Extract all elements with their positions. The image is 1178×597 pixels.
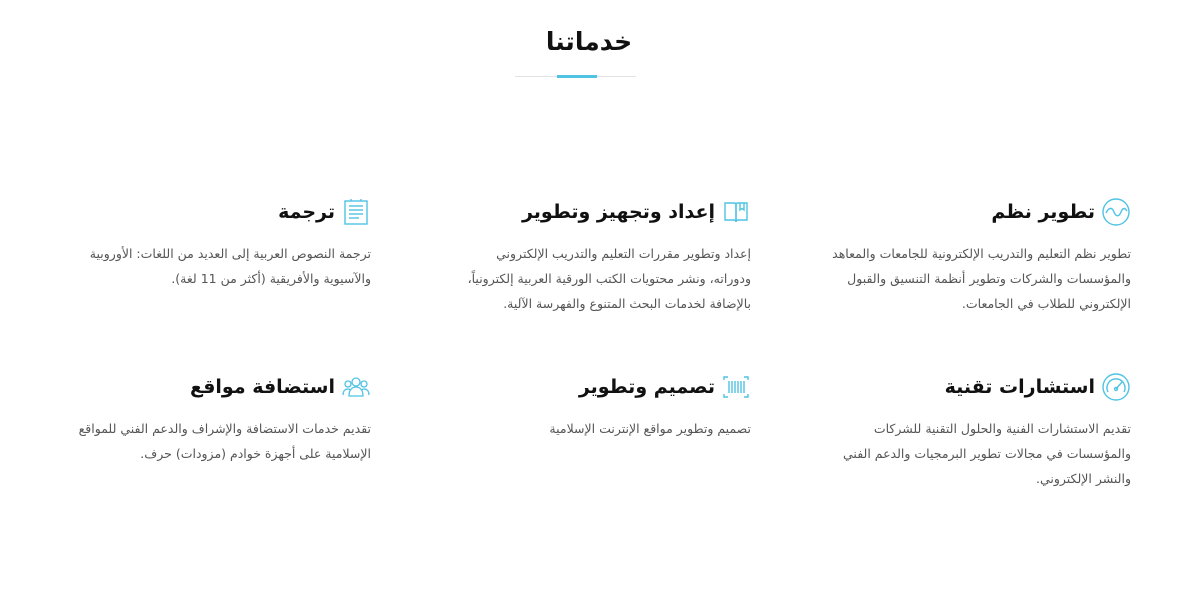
service-card-header — [71, 370, 371, 404]
service-card-header — [71, 195, 371, 229]
service-card-consulting — [831, 370, 1131, 491]
service-card-preparation — [451, 195, 751, 316]
title-accent-bar — [557, 75, 597, 78]
gauge-icon — [1101, 372, 1131, 402]
service-description: ترجمة النصوص العربية إلى العديد من اللغات: الأوروبية والآسيوية والأفريقية (أكثر من 11 لغة). — [89, 246, 371, 286]
wave-circle-icon — [1101, 197, 1131, 227]
service-title: تطوير نظم — [991, 201, 1095, 223]
service-description: تقديم خدمات الاستضافة والإشراف والدعم الفني للمواقع الإسلامية على أجهزة خوادم (مزودات) حرف. — [78, 421, 371, 461]
barcode-icon — [721, 372, 751, 402]
service-title: إعداد وتجهيز وتطوير — [521, 201, 715, 223]
service-card-systems-development — [831, 195, 1131, 316]
service-description: إعداد وتطوير مقررات التعليم والتدريب الإلكتروني ودوراته، ونشر محتويات الكتب الورقية العربية إلكترونياً، بالإضافة لخدمات البحث المتنوع والفهرسة الآلية. — [467, 246, 751, 311]
service-description: تطوير نظم التعليم والتدريب الإلكترونية للجامعات والمعاهد والمؤسسات والشركات وتطوير أنظمة التنسيق والقبول الإلكتروني للطلاب في الجامعات. — [832, 246, 1131, 311]
service-title: تصميم وتطوير — [578, 376, 715, 398]
service-title: استضافة مواقع — [190, 376, 335, 398]
service-card-hosting — [71, 370, 371, 466]
users-icon — [341, 372, 371, 402]
service-card-translation — [71, 195, 371, 291]
service-description: تصميم وتطوير مواقع الإنترنت الإسلامية — [549, 421, 751, 436]
service-card-header — [831, 370, 1131, 404]
document-icon — [341, 197, 371, 227]
service-title: استشارات تقنية — [944, 376, 1095, 398]
service-description: تقديم الاستشارات الفنية والحلول التقنية للشركات والمؤسسات في مجالات تطوير البرمجيات والدعم الفني والنشر الإلكتروني. — [843, 421, 1131, 486]
service-title: ترجمة — [278, 201, 335, 223]
service-card-header — [831, 195, 1131, 229]
service-card-header — [451, 370, 751, 404]
service-card-design — [451, 370, 751, 441]
book-icon — [721, 197, 751, 227]
service-card-header — [451, 195, 751, 229]
section-title: خدماتنا — [545, 27, 633, 56]
